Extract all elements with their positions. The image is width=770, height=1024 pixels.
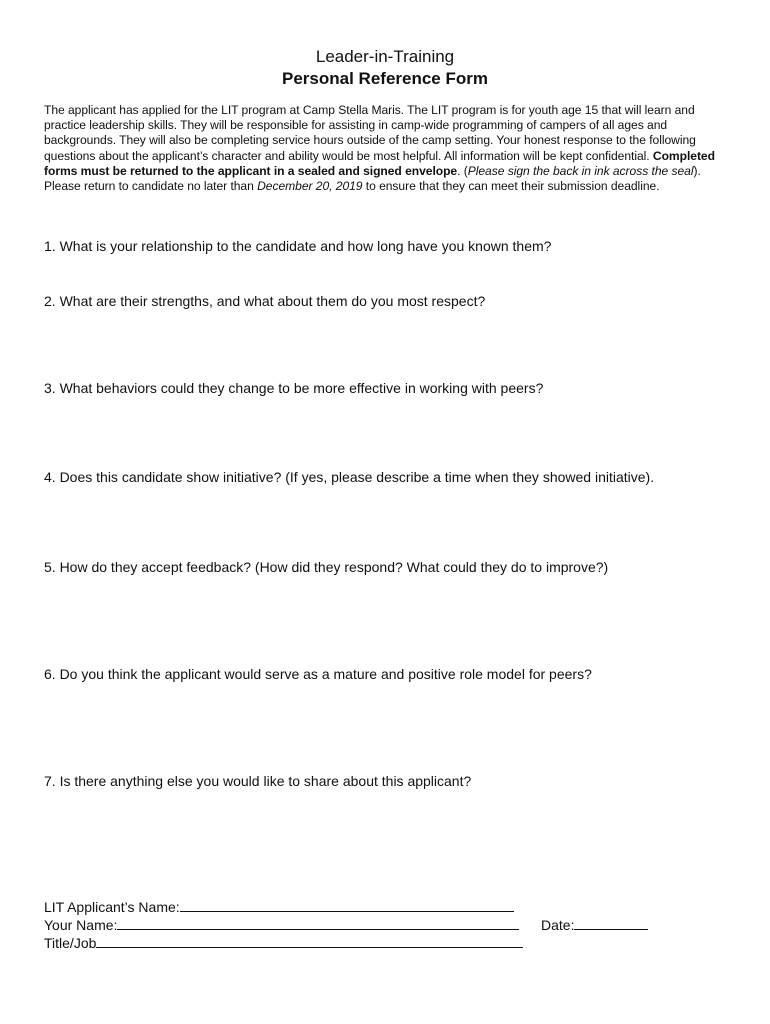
title-job-line[interactable] xyxy=(96,933,523,948)
intro-italic-seal-note: Please sign the back in ink across the seal xyxy=(467,163,694,178)
applicant-name-line[interactable] xyxy=(180,897,514,912)
signature-block xyxy=(44,897,724,951)
form-subtitle: Personal Reference Form xyxy=(282,69,488,88)
applicant-name-row xyxy=(44,897,724,915)
title-job-row xyxy=(44,933,724,951)
intro-text-3: ). Please return to candidate no later than xyxy=(44,163,701,194)
form-title: Leader-in-Training xyxy=(315,47,455,66)
intro-bold-instruction: Completed forms must be returned to the applicant in a sealed and signed envelope xyxy=(44,148,715,178)
question-5: 5. How do they accept feedback? (How did they respond? What could they do to improve?) xyxy=(44,559,609,575)
date-line[interactable] xyxy=(574,915,648,930)
title-job-label: Title/Job xyxy=(44,935,97,951)
applicant-name-label: LIT Applicant’s Name: xyxy=(44,899,180,915)
question-3: 3. What behaviors could they change to be more effective in working with peers? xyxy=(44,380,544,396)
intro-text-1: The applicant has applied for the LIT program at Camp Stella Maris. The LIT program is for youth age 15 that will learn and practice leadership skills. They will be responsible for assisting in camp-wide programming of campers of all ages and backgrounds. They will also be completing service hours outside of the camp setting. Your honest response to the following questions about the applicant’s character and ability would be most helpful. All information will be kept confidential. xyxy=(44,103,696,163)
question-4: 4. Does this candidate show initiative? (If yes, please describe a time when they showed initiative). xyxy=(44,469,655,485)
date-field xyxy=(541,915,648,934)
intro-paragraph xyxy=(44,103,734,194)
intro-italic-deadline: December 20, 2019 xyxy=(257,179,363,194)
your-name-line[interactable] xyxy=(117,915,519,930)
intro-text-4: to ensure that they can meet their submission deadline. xyxy=(362,179,660,194)
question-7: 7. Is there anything else you would like to share about this applicant? xyxy=(44,773,472,789)
your-name-label: Your Name: xyxy=(44,917,118,933)
question-6: 6. Do you think the applicant would serve as a mature and positive role model for peers? xyxy=(44,666,592,682)
date-label: Date: xyxy=(541,917,575,933)
intro-text-2: . ( xyxy=(457,163,468,178)
question-1: 1. What is your relationship to the candidate and how long have you known them? xyxy=(44,238,552,254)
question-2: 2. What are their strengths, and what about them do you most respect? xyxy=(44,293,486,309)
your-name-row xyxy=(44,915,724,933)
